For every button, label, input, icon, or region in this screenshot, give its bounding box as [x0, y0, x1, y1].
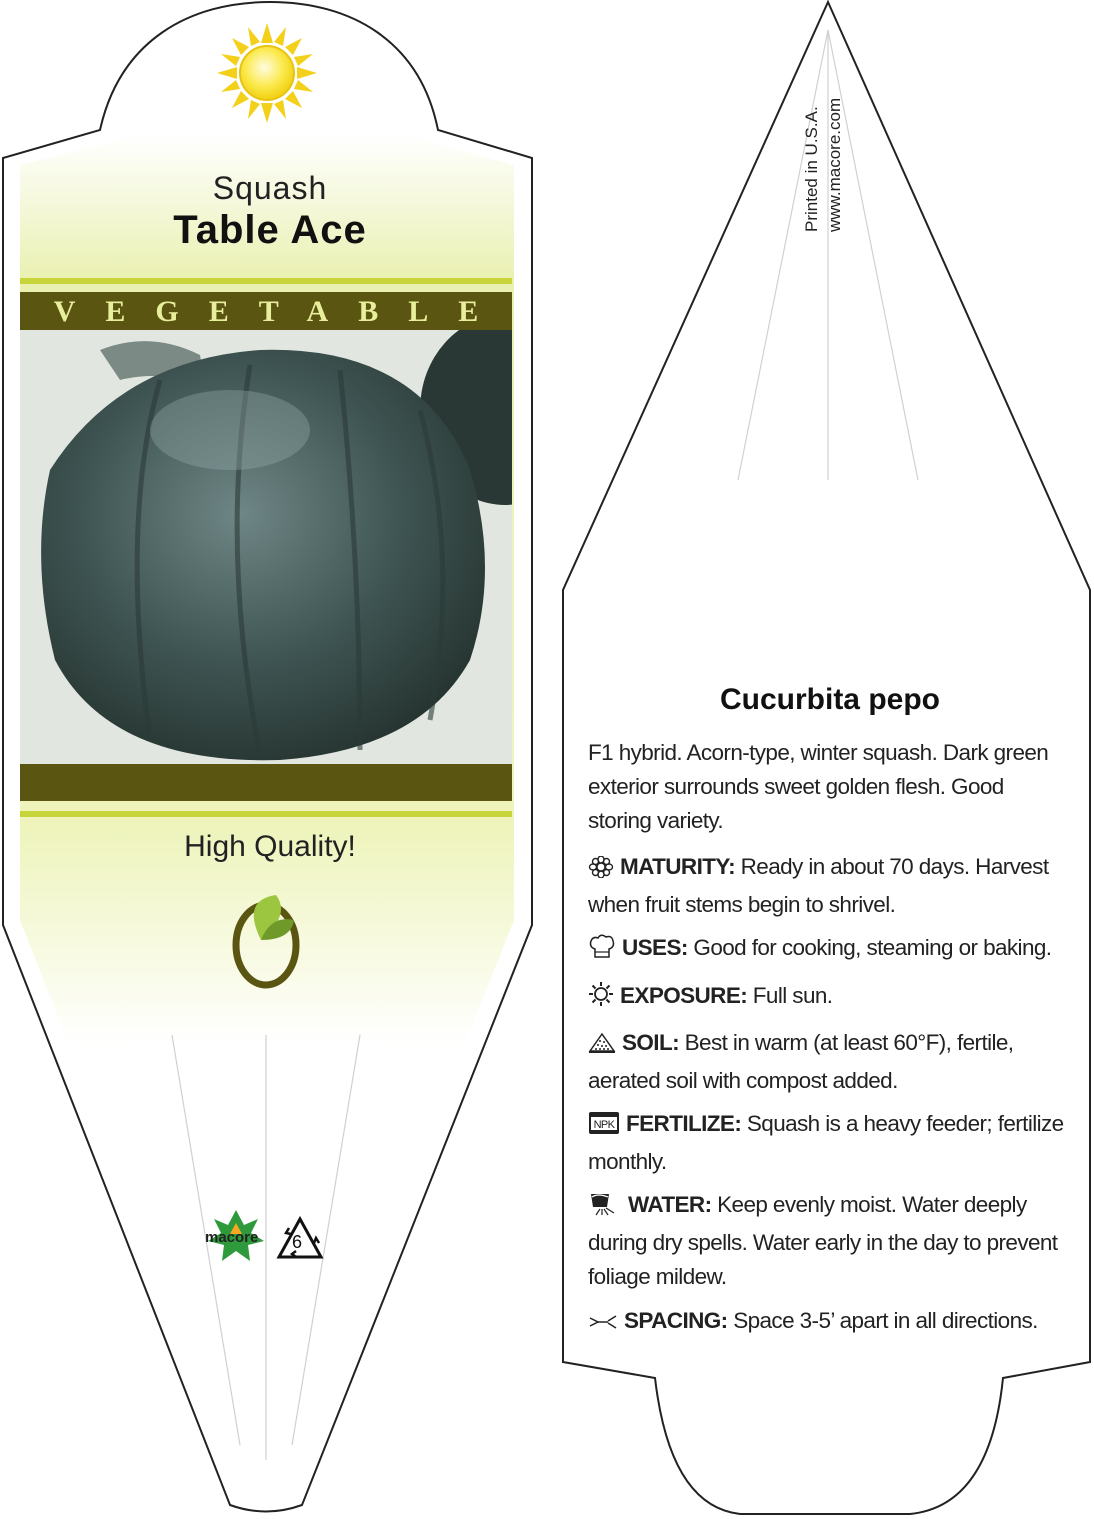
spacing-arrows-icon — [588, 1308, 618, 1342]
category-label: VEGETABLE — [53, 295, 509, 328]
flower-icon — [588, 854, 614, 888]
attribute-text: Best in warm (at least 60°F), fertile, aerated soil with compost added. — [588, 1030, 1014, 1093]
tagline: High Quality! — [184, 830, 356, 863]
attribute-spacing — [588, 1304, 1073, 1342]
latin-name: Cucurbita pepo — [719, 683, 940, 716]
attribute-text: Squash is a heavy feeder; fertilize monthly. — [588, 1111, 1064, 1174]
attribute-maturity — [588, 850, 1073, 922]
brand-name: macore — [205, 1229, 259, 1246]
print-note: Printed in U.S.A. — [802, 106, 821, 232]
squash-photo — [20, 315, 590, 764]
npk-bag-icon — [588, 1111, 620, 1145]
attribute-uses — [588, 931, 1073, 969]
attribute-label: FERTILIZE: — [626, 1111, 742, 1136]
attribute-soil — [588, 1026, 1073, 1098]
attribute-text: Keep evenly moist. Water deeply during dry spells. Water early in the day to prevent foliage mildew. — [588, 1192, 1058, 1289]
printed-info — [800, 62, 870, 232]
sun-icon — [217, 23, 317, 123]
common-name: Squash — [212, 170, 328, 206]
soil-pile-icon — [588, 1030, 616, 1064]
attribute-label: USES: — [622, 935, 688, 960]
attribute-fertilize — [588, 1107, 1073, 1179]
attribute-text: Ready in about 70 days. Harvest when fruit stems begin to shrivel. — [588, 854, 1049, 917]
attribute-label: WATER: — [628, 1192, 712, 1217]
attribute-text: Space 3-5’ apart in all directions. — [727, 1308, 1038, 1333]
attribute-text: Good for cooking, steaming or baking. — [687, 935, 1052, 960]
photo-bottom-band — [20, 764, 512, 801]
attribute-label: EXPOSURE: — [620, 983, 748, 1008]
attribute-label: SOIL: — [622, 1030, 679, 1055]
lime-divider-top — [20, 278, 512, 284]
sun-icon — [588, 981, 614, 1017]
chef-hat-icon — [588, 933, 616, 969]
attribute-text: Full sun. — [747, 983, 833, 1008]
description: F1 hybrid. Acorn-type, winter squash. Dark green exterior surrounds sweet golden flesh. Good storing variety. — [588, 740, 1049, 833]
attribute-label: SPACING: — [624, 1308, 728, 1333]
attribute-water — [588, 1188, 1073, 1294]
website-url: www.macore.com — [825, 97, 844, 232]
watering-can-icon — [588, 1190, 622, 1226]
svg-text:NPK: NPK — [593, 1119, 615, 1131]
recycle-code: 6 — [292, 1232, 303, 1252]
variety-name: Table Ace — [173, 208, 367, 252]
lime-divider-bottom — [20, 811, 512, 817]
attribute-label: MATURITY: — [620, 854, 735, 879]
attribute-exposure — [588, 979, 1073, 1017]
